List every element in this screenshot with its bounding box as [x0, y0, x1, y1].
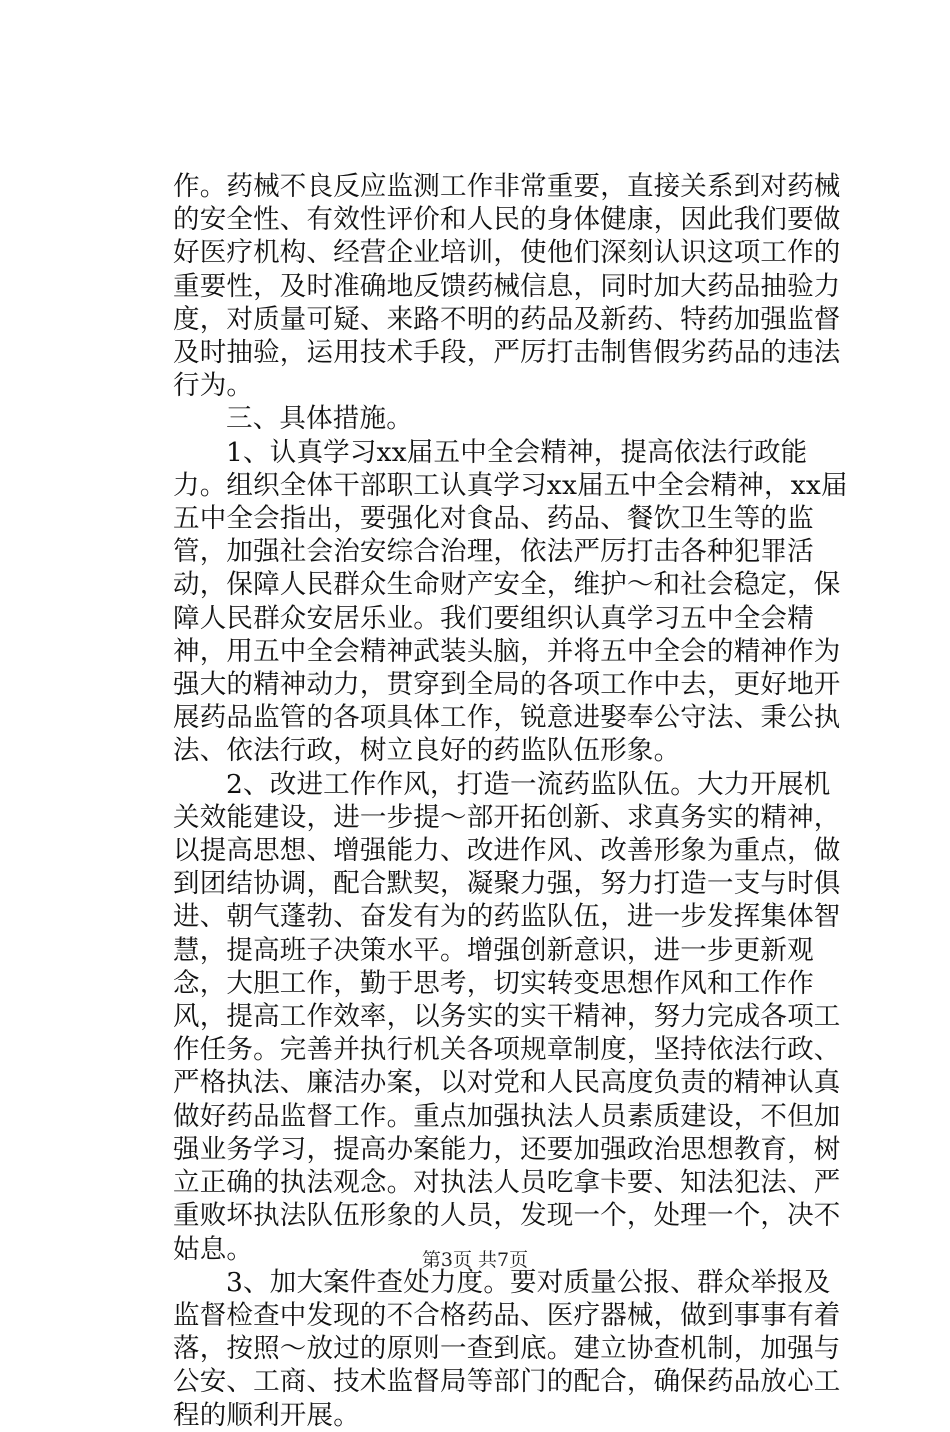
page-number-footer: 第3页 共7页 [421, 1249, 529, 1271]
paragraph-measure-1: 1、认真学习xx届五中全会精神，提高依法行政能力。组织全体干部职工认真学习xx届五中全会精神，xx届五中全会指出，要强化对食品、药品、餐饮卫生等的监管，加强社会治安综合治理，依法严厉打击各种犯罪活动，保障人民群众生命财产安全，维护～和社会稳定，保障人民群众安居乐业。我们要组织认真学习五中全会精神，用五中全会精神武装头脑，并将五中全会的精神作为强大的精神动力，贯穿到全局的各项工作中去，更好地开展药品监管的各项具体工作，锐意进娶奉公守法、秉公执法、依法行政，树立良好的药监队伍形象。 [173, 436, 848, 767]
paragraph-measure-3: 3、加大案件查处力度。要对质量公报、群众举报及监督检查中发现的不合格药品、医疗器械，做到事事有着落，按照～放过的原则一查到底。建立协查机制，加强与公安、工商、技术监督局等部门的配合，确保药品放心工程的顺利开展。 [173, 1266, 841, 1431]
paragraph-continuation: 作。药械不良反应监测工作非常重要，直接关系到对药械的安全性、有效性评价和人民的身体健康，因此我们要做好医疗机构、经营企业培训，使他们深刻认识这项工作的重要性，及时准确地反馈药械信息，同时加大药品抽验力度，对质量可疑、来路不明的药品及新药、特药加强监督及时抽验，运用技术手段，严厉打击制售假劣药品的违法行为。 [173, 171, 841, 402]
paragraph-measure-2: 2、改进工作作风，打造一流药监队伍。大力开展机关效能建设，进一步提～部开拓创新、求真务实的精神，以提高思想、增强能力、改进作风、改善形象为重点，做到团结协调，配合默契，凝聚力强，努力打造一支与时俱进、朝气蓬勃、奋发有为的药监队伍，进一步发挥集体智慧，提高班子决策水平。增强创新意识，进一步更新观念，大胆工作，勤于思考，切实转变思想作风和工作作风，提高工作效率，以务实的实干精神，努力完成各项工作任务。完善并执行机关各项规章制度，坚持依法行政、严格执法、廉洁办案，以对党和人民高度负责的精神认真做好药品监督工作。重点加强执法人员素质建设，不但加强业务学习，提高办案能力，还要加强政治思想教育，树立正确的执法观念。对执法人员吃拿卡要、知法犯法、严重败坏执法队伍形象的人员，发现一个，处理一个，决不姑息。 [173, 768, 841, 1265]
document-body [173, 170, 853, 1432]
section-heading-specific-measures: 三、具体措施。 [226, 403, 413, 435]
